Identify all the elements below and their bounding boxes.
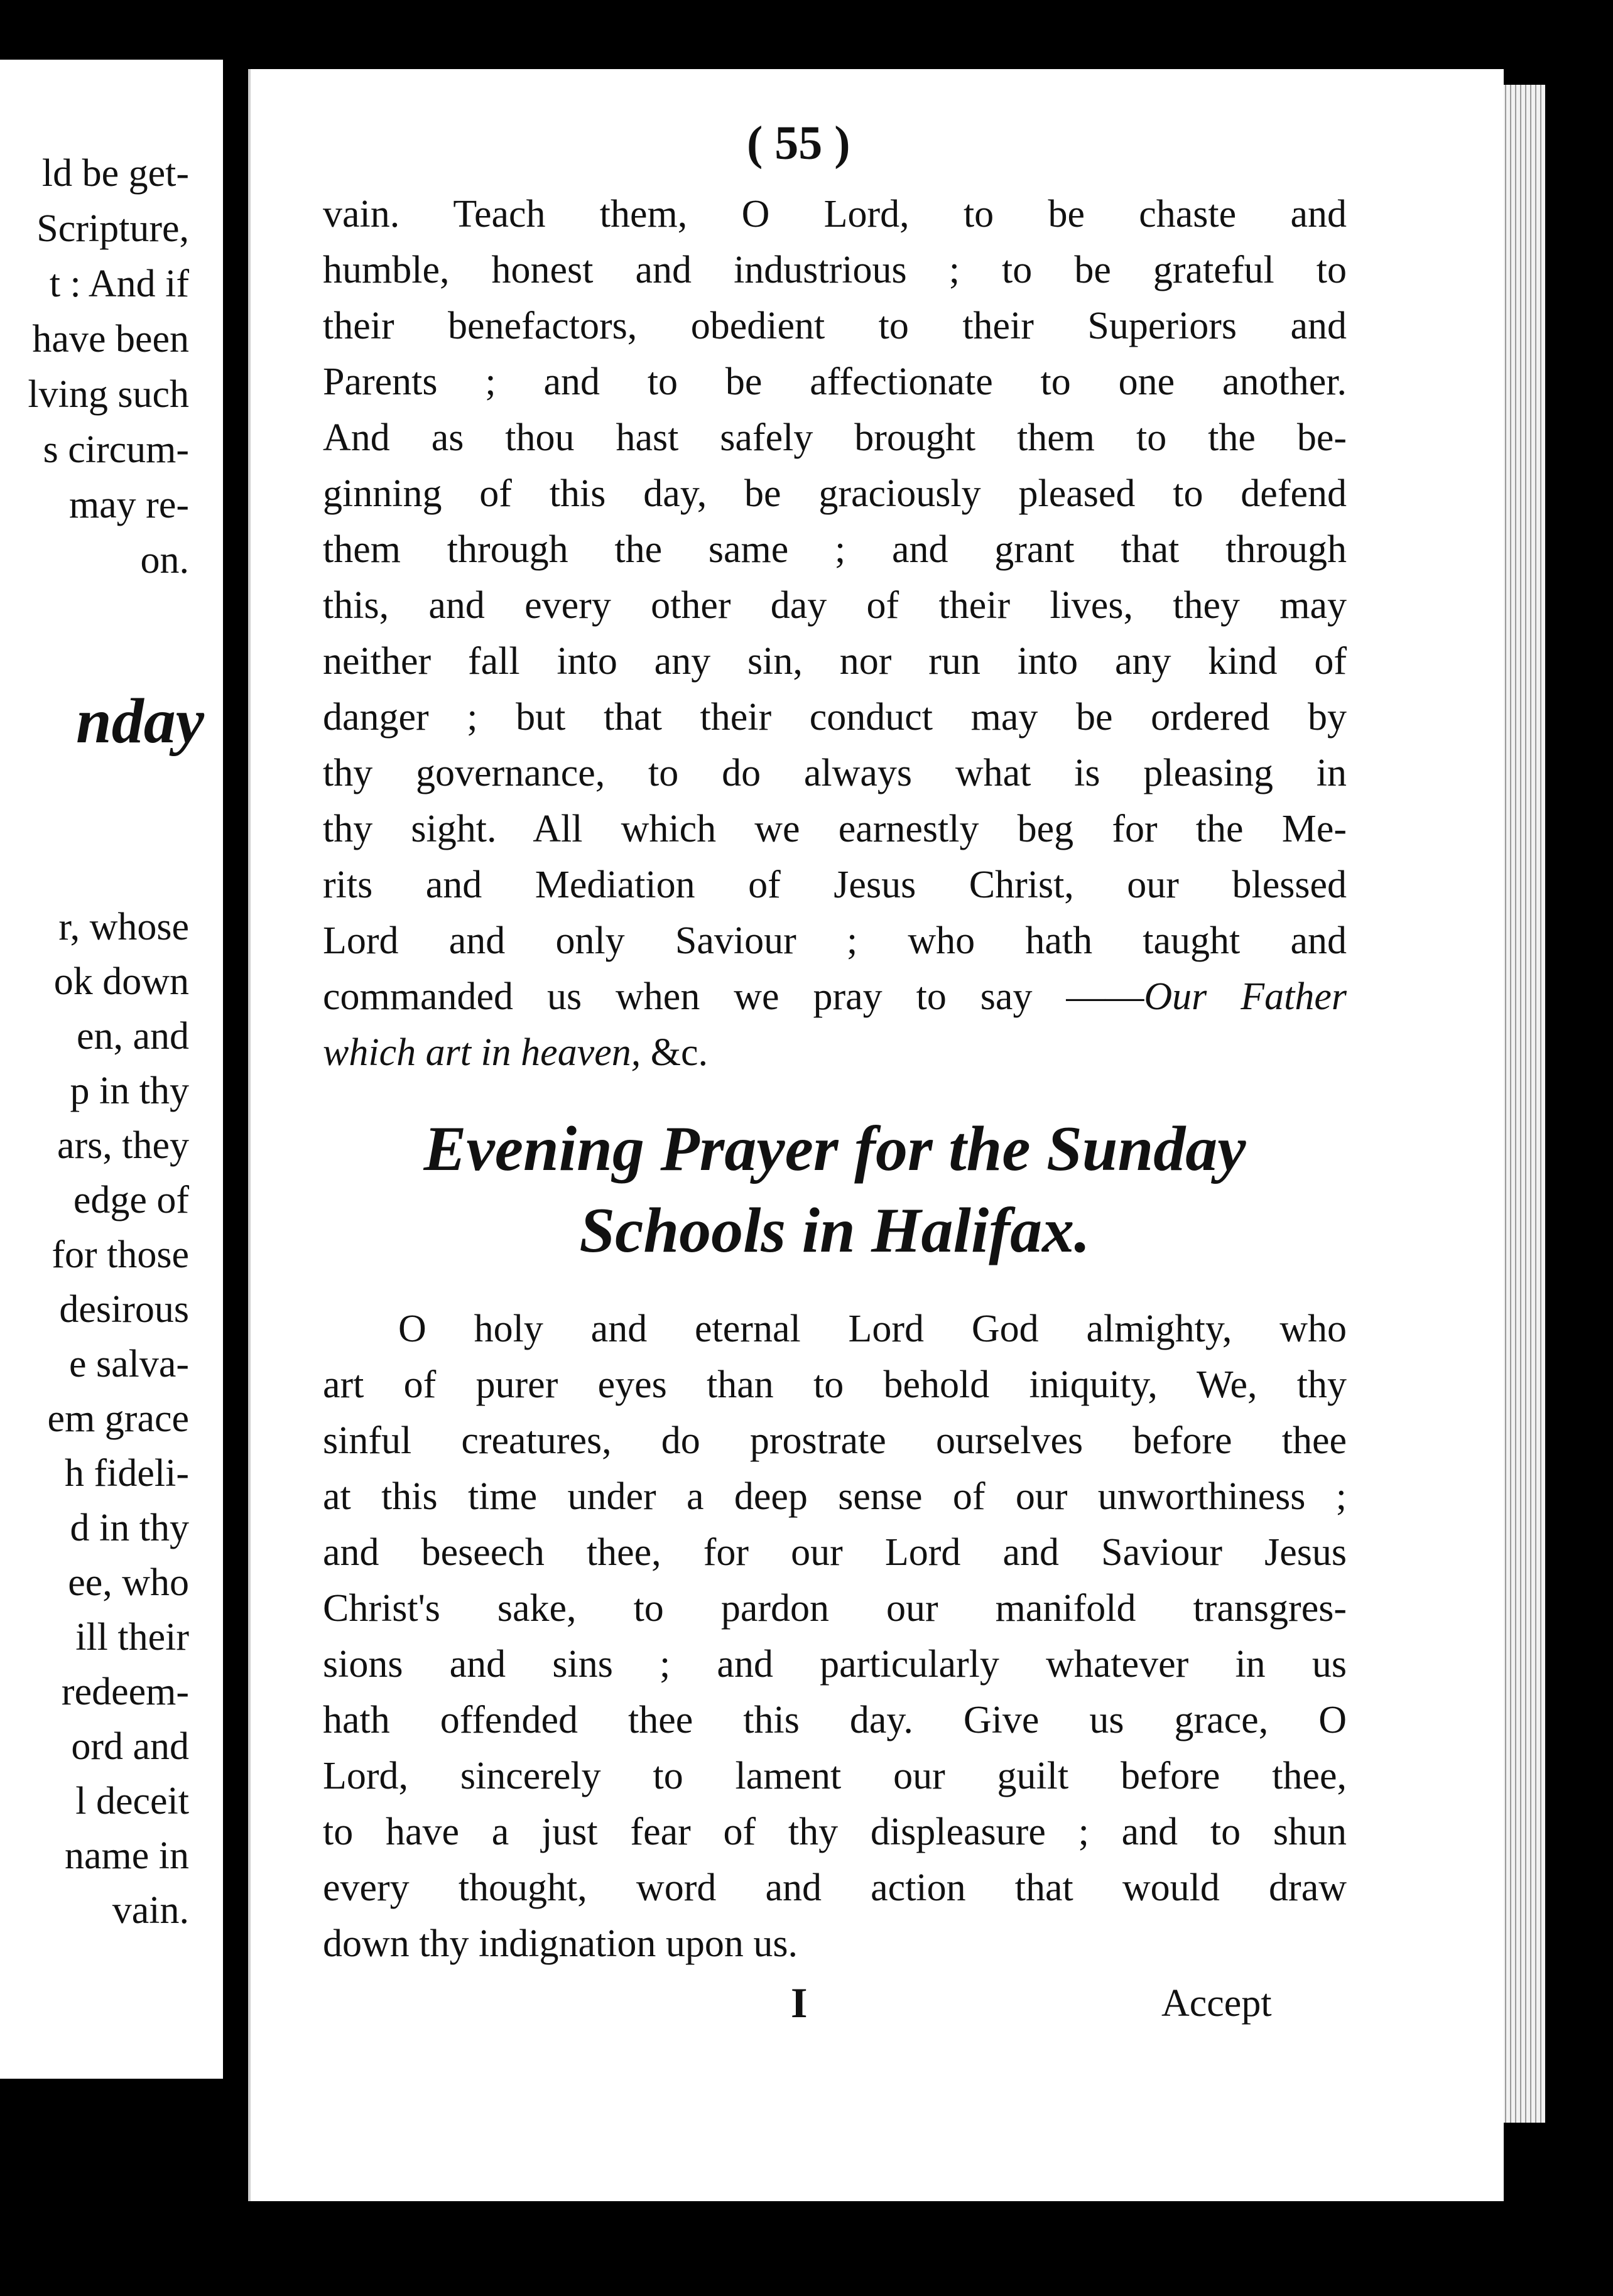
section-heading-line-1: Evening Prayer for the Sunday	[423, 1113, 1246, 1184]
left-text-line: may re-	[68, 484, 189, 526]
prayer-line: danger ; but that their conduct may be ordered by	[323, 696, 1347, 739]
section-heading-line-2: Schools in Halifax.	[579, 1195, 1090, 1266]
closing-text: commanded us when we pray to say	[323, 975, 1033, 1018]
left-heading-fragment: nday	[76, 686, 204, 757]
evening-prayer-line: down thy indignation upon us.	[323, 1922, 798, 1965]
left-text-line: ill their	[75, 1616, 189, 1659]
evening-prayer-line: sions and sins ; and particularly whatever in us	[323, 1643, 1347, 1686]
prayer-closing-line-2	[323, 1033, 1347, 1072]
left-text-line: ord and	[71, 1725, 189, 1768]
closing-italic-2: which art in heaven,	[323, 1031, 641, 1074]
left-text-line: desirous	[59, 1288, 189, 1331]
evening-prayer-line: at this time under a deep sense of our unworthiness ;	[323, 1475, 1347, 1518]
evening-prayer-line: to have a just fear of thy displeasure ; and to shun	[323, 1811, 1347, 1853]
prayer-line: Parents ; and to be affectionate to one another.	[323, 360, 1347, 403]
left-text-line: e salva-	[68, 1343, 189, 1385]
left-text-line: h fideli-	[65, 1452, 189, 1495]
prayer-line: Lord and only Saviour ; who hath taught and	[323, 919, 1347, 962]
left-text-line: l deceit	[75, 1780, 189, 1822]
prayer-line: thy governance, to do always what is pleasing in	[323, 752, 1347, 794]
evening-prayer-line: Lord, sincerely to lament our guilt before thee,	[323, 1755, 1347, 1797]
left-text-line: t : And if	[49, 263, 189, 305]
evening-prayer-line: O holy and eternal Lord God almighty, who	[398, 1308, 1347, 1350]
evening-prayer-line: every thought, word and action that would draw	[323, 1866, 1347, 1909]
signature-mark: I	[791, 1979, 808, 2027]
evening-prayer-line: Christ's sake, to pardon our manifold transgres-	[323, 1587, 1347, 1630]
prayer-line: thy sight. All which we earnestly beg for the Me-	[323, 808, 1347, 850]
left-text-line: vain.	[112, 1889, 189, 1932]
left-text-line: en, and	[76, 1015, 189, 1058]
left-page-fragment	[0, 60, 223, 2079]
left-text-line: lving such	[28, 373, 189, 416]
left-text-line: on.	[140, 539, 189, 582]
prayer-line: neither fall into any sin, nor run into any kind of	[323, 640, 1347, 683]
prayer-closing-line	[323, 977, 1347, 1016]
page-edges	[1501, 85, 1545, 2123]
prayer-line: their benefactors, obedient to their Superiors and	[323, 305, 1347, 347]
prayer-line: this, and every other day of their lives, they may	[323, 584, 1347, 627]
prayer-line: humble, honest and industrious ; to be grateful to	[323, 249, 1347, 291]
left-text-line: d in thy	[70, 1507, 189, 1549]
left-text-line: Scripture,	[36, 207, 189, 250]
closing-italic: Our Father	[1144, 975, 1347, 1018]
closing-dash: ——	[1066, 975, 1144, 1018]
left-text-line: ok down	[53, 960, 189, 1003]
closing-etc: &c.	[641, 1031, 708, 1074]
left-text-line: for those	[52, 1233, 189, 1276]
prayer-line: rits and Mediation of Jesus Christ, our blessed	[323, 864, 1347, 906]
prayer-line: them through the same ; and grant that through	[323, 528, 1347, 571]
evening-prayer-line: hath offended thee this day. Give us grace, O	[323, 1699, 1347, 1741]
evening-prayer-line: art of purer eyes than to behold iniquity, We, thy	[323, 1363, 1347, 1406]
evening-prayer-line: sinful creatures, do prostrate ourselves before thee	[323, 1419, 1347, 1462]
right-page	[248, 69, 1504, 2201]
left-text-line: r, whose	[58, 906, 189, 948]
catchword: Accept	[1161, 1982, 1272, 2025]
left-text-line: redeem-	[61, 1671, 189, 1713]
prayer-line: vain. Teach them, O Lord, to be chaste and	[323, 193, 1347, 236]
left-text-line: have been	[32, 318, 189, 360]
left-text-line: ars, they	[57, 1124, 189, 1167]
page-number: ( 55 )	[747, 117, 850, 170]
left-text-line: em grace	[47, 1397, 189, 1440]
left-text-line: name in	[65, 1834, 189, 1877]
left-text-line: p in thy	[70, 1069, 189, 1112]
left-text-line: ld be get-	[41, 152, 189, 195]
left-text-line: edge of	[73, 1179, 189, 1221]
left-text-line: ee, who	[68, 1561, 189, 1604]
prayer-line: And as thou hast safely brought them to the be-	[323, 416, 1347, 459]
evening-prayer-line: and beseech thee, for our Lord and Saviour Jesus	[323, 1531, 1347, 1574]
prayer-line: ginning of this day, be graciously pleased to defend	[323, 472, 1347, 515]
left-text-line: s circum-	[43, 428, 189, 471]
